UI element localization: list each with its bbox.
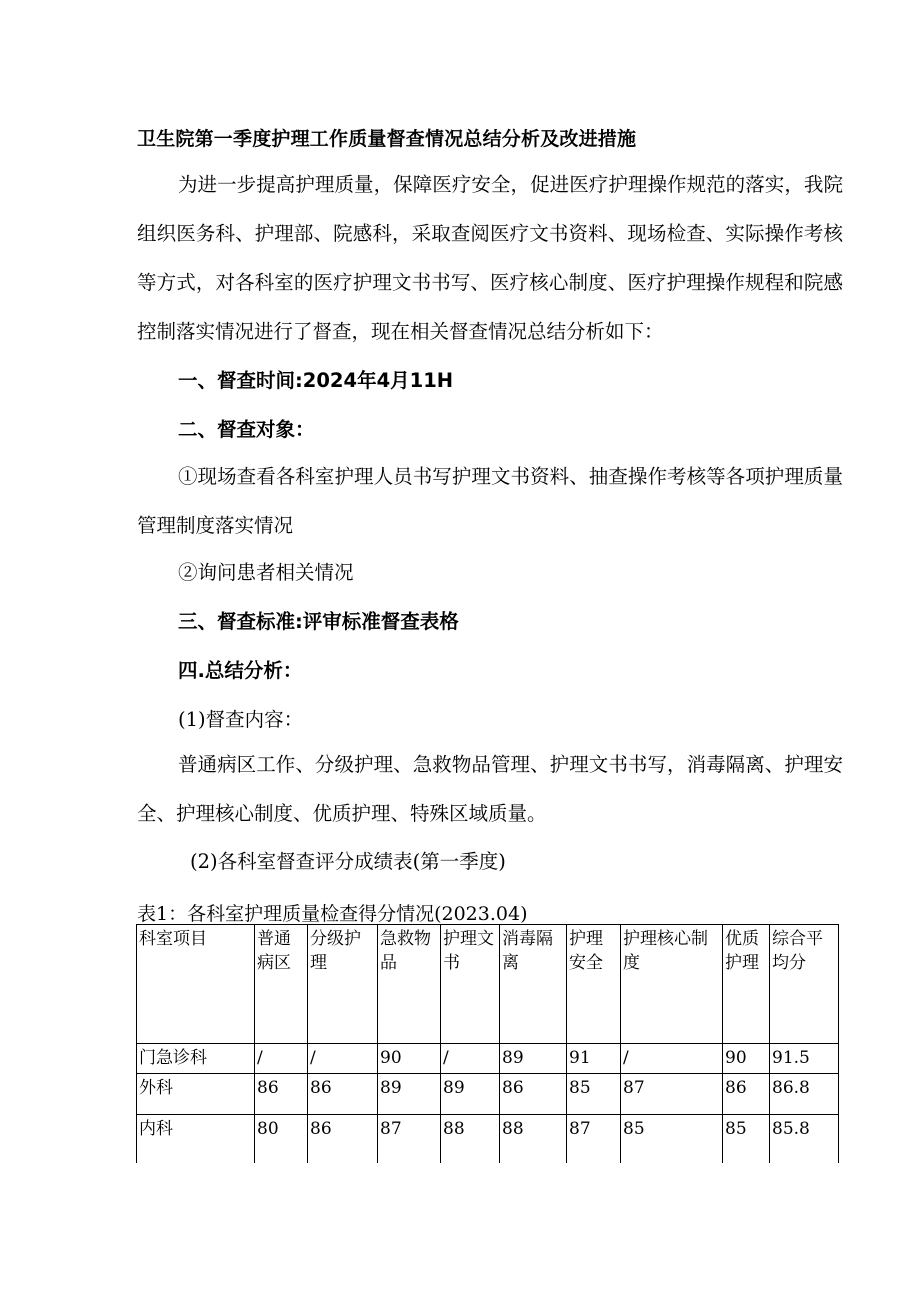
section-analysis: 四.总结分析：	[178, 659, 303, 682]
table-cell: 91	[567, 1044, 621, 1074]
section-time: 一、督查时间:2024年4月11H	[178, 369, 454, 392]
sub-score-heading: (2)各科室督查评分成绩表(第一季度)	[190, 850, 506, 873]
table-cell: 90	[723, 1044, 770, 1074]
table-cell: 91.5	[770, 1044, 839, 1074]
table-row	[137, 1044, 839, 1074]
section-standard: 三、督查标准:评审标准督查表格	[178, 610, 459, 633]
table-cell: 85	[567, 1074, 621, 1115]
table-row	[137, 1074, 839, 1115]
table-cell: 88	[441, 1115, 500, 1164]
table-header-row	[137, 925, 839, 1044]
table-cell: /	[308, 1044, 378, 1074]
header-cell: 普通病区	[255, 925, 308, 1044]
table-cell: 89	[441, 1074, 500, 1115]
table-cell: 86.8	[770, 1074, 839, 1115]
table-cell: /	[255, 1044, 308, 1074]
table-cell: 89	[500, 1044, 567, 1074]
table-cell: 86	[723, 1074, 770, 1115]
table-cell: 86	[500, 1074, 567, 1115]
header-cell: 急救物品	[378, 925, 441, 1044]
score-table	[136, 924, 839, 1163]
table-cell: /	[441, 1044, 500, 1074]
header-cell: 护理安全	[567, 925, 621, 1044]
table-cell: /	[621, 1044, 723, 1074]
table-cell: 门急诊科	[137, 1044, 255, 1074]
section-target: 二、督查对象：	[178, 418, 315, 441]
table-cell: 86	[308, 1074, 378, 1115]
table-cell: 89	[378, 1074, 441, 1115]
table-cell: 85	[621, 1115, 723, 1164]
table-cell: 86	[255, 1074, 308, 1115]
intro-paragraph: 为进一步提高护理质量，保障医疗安全，促进医疗护理操作规范的落实，我院组织医务科、护理部、院感科，采取查阅医疗文书资料、现场检查、实际操作考核等方式，对各科室的医疗护理文书书写、医疗核心制度、医疗护理操作规程和院感控制落实情况进行了督查，现在相关督查情况总结分析如下：	[137, 173, 843, 343]
table-cell: 87	[378, 1115, 441, 1164]
table-cell: 86	[308, 1115, 378, 1164]
header-cell: 护理核心制度	[621, 925, 723, 1044]
header-cell: 科室项目	[137, 925, 255, 1044]
header-cell: 消毒隔离	[500, 925, 567, 1044]
header-cell: 综合平均分	[770, 925, 839, 1044]
table-cell: 85.8	[770, 1115, 839, 1164]
table-cell: 87	[621, 1074, 723, 1115]
table-row	[137, 1115, 839, 1164]
item-onsite-check: ①现场查看各科室护理人员书写护理文书资料、抽查操作考核等各项护理质量管理制度落实情况	[137, 465, 843, 537]
table-cell: 90	[378, 1044, 441, 1074]
table-cell: 外科	[137, 1074, 255, 1115]
header-cell: 护理文书	[441, 925, 500, 1044]
table-caption: 表1：各科室护理质量检查得分情况(2023.04)	[137, 903, 528, 925]
header-cell: 分级护理	[308, 925, 378, 1044]
content-paragraph: 普通病区工作、分级护理、急救物品管理、护理文书书写，消毒隔离、护理安全、护理核心制度、优质护理、特殊区域质量。	[137, 753, 843, 825]
table-cell: 内科	[137, 1115, 255, 1164]
table-cell: 88	[500, 1115, 567, 1164]
header-cell: 优质护理	[723, 925, 770, 1044]
table-cell: 87	[567, 1115, 621, 1164]
document-title: 卫生院第一季度护理工作质量督查情况总结分析及改进措施	[137, 128, 637, 150]
table-cell: 80	[255, 1115, 308, 1164]
table-cell: 85	[723, 1115, 770, 1164]
sub-content-heading: (1)督查内容：	[178, 708, 304, 731]
item-patient-inquiry: ②询问患者相关情况	[178, 561, 354, 584]
